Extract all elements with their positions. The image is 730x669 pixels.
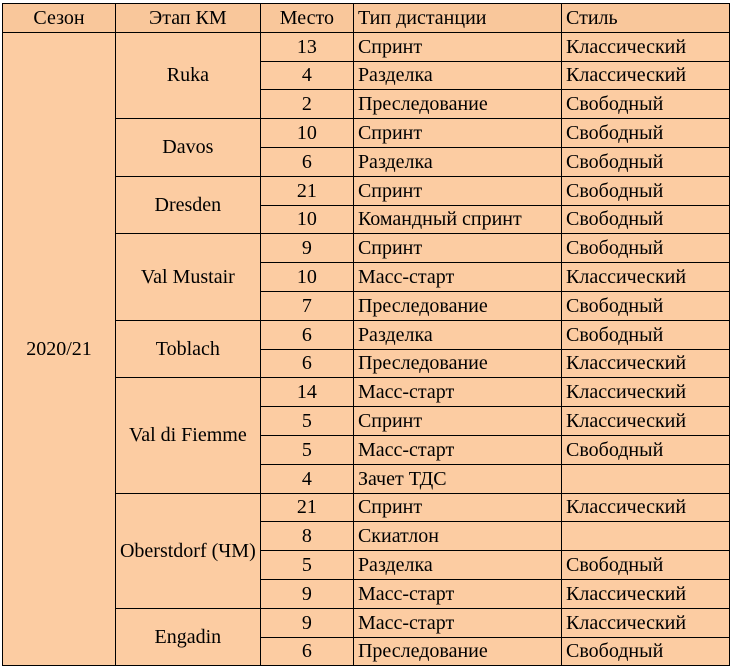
results-table <box>2 3 730 666</box>
header-place: Место <box>260 4 353 33</box>
type-cell: Спринт <box>353 176 561 205</box>
type-cell: Спринт <box>353 407 561 436</box>
place-cell: 10 <box>260 263 353 292</box>
place-cell: 9 <box>260 579 353 608</box>
type-cell: Спринт <box>353 234 561 263</box>
place-cell: 5 <box>260 551 353 580</box>
style-cell: Свободный <box>562 551 730 580</box>
type-cell: Разделка <box>353 61 561 90</box>
place-cell: 4 <box>260 61 353 90</box>
style-cell: Свободный <box>562 90 730 119</box>
place-cell: 21 <box>260 493 353 522</box>
table-body <box>3 32 730 666</box>
stage-cell: Oberstdorf (ЧМ) <box>115 493 260 608</box>
header-stage: Этап КМ <box>115 4 260 33</box>
style-cell: Классический <box>562 579 730 608</box>
place-cell: 13 <box>260 32 353 61</box>
place-cell: 14 <box>260 378 353 407</box>
style-cell: Свободный <box>562 320 730 349</box>
type-cell: Спринт <box>353 119 561 148</box>
type-cell: Масс-старт <box>353 263 561 292</box>
style-cell: Классический <box>562 407 730 436</box>
place-cell: 10 <box>260 205 353 234</box>
header-type: Тип дистанции <box>353 4 561 33</box>
stage-cell: Engadin <box>115 608 260 666</box>
style-cell: Классический <box>562 349 730 378</box>
stage-cell: Davos <box>115 119 260 177</box>
type-cell: Масс-старт <box>353 579 561 608</box>
place-cell: 8 <box>260 522 353 551</box>
stage-cell: Dresden <box>115 176 260 234</box>
type-cell: Разделка <box>353 320 561 349</box>
style-cell: Классический <box>562 493 730 522</box>
style-cell: Классический <box>562 378 730 407</box>
type-cell: Масс-старт <box>353 608 561 637</box>
place-cell: 2 <box>260 90 353 119</box>
style-cell: Свободный <box>562 205 730 234</box>
style-cell: Свободный <box>562 176 730 205</box>
place-cell: 9 <box>260 234 353 263</box>
style-cell <box>562 464 730 493</box>
style-cell: Свободный <box>562 119 730 148</box>
type-cell: Спринт <box>353 32 561 61</box>
stage-cell: Toblach <box>115 320 260 378</box>
place-cell: 6 <box>260 637 353 666</box>
type-cell: Преследование <box>353 637 561 666</box>
place-cell: 6 <box>260 147 353 176</box>
place-cell: 21 <box>260 176 353 205</box>
style-cell: Свободный <box>562 435 730 464</box>
place-cell: 5 <box>260 435 353 464</box>
header-season: Сезон <box>3 4 116 33</box>
type-cell: Преследование <box>353 349 561 378</box>
stage-cell: Val di Fiemme <box>115 378 260 493</box>
style-cell <box>562 522 730 551</box>
style-cell: Свободный <box>562 291 730 320</box>
stage-cell: Val Mustair <box>115 234 260 320</box>
type-cell: Разделка <box>353 551 561 580</box>
style-cell: Свободный <box>562 637 730 666</box>
type-cell: Командный спринт <box>353 205 561 234</box>
table-row <box>3 32 730 61</box>
header-row <box>3 4 730 33</box>
style-cell: Классический <box>562 32 730 61</box>
style-cell: Свободный <box>562 234 730 263</box>
type-cell: Разделка <box>353 147 561 176</box>
style-cell: Классический <box>562 263 730 292</box>
place-cell: 9 <box>260 608 353 637</box>
type-cell: Скиатлон <box>353 522 561 551</box>
stage-cell: Ruka <box>115 32 260 118</box>
place-cell: 10 <box>260 119 353 148</box>
type-cell: Зачет ТДС <box>353 464 561 493</box>
style-cell: Классический <box>562 608 730 637</box>
type-cell: Преследование <box>353 291 561 320</box>
place-cell: 7 <box>260 291 353 320</box>
type-cell: Преследование <box>353 90 561 119</box>
header-style: Стиль <box>562 4 730 33</box>
type-cell: Спринт <box>353 493 561 522</box>
place-cell: 5 <box>260 407 353 436</box>
place-cell: 6 <box>260 320 353 349</box>
type-cell: Масс-старт <box>353 378 561 407</box>
place-cell: 6 <box>260 349 353 378</box>
style-cell: Свободный <box>562 147 730 176</box>
season-cell: 2020/21 <box>3 32 116 666</box>
type-cell: Масс-старт <box>353 435 561 464</box>
style-cell: Классический <box>562 61 730 90</box>
place-cell: 4 <box>260 464 353 493</box>
